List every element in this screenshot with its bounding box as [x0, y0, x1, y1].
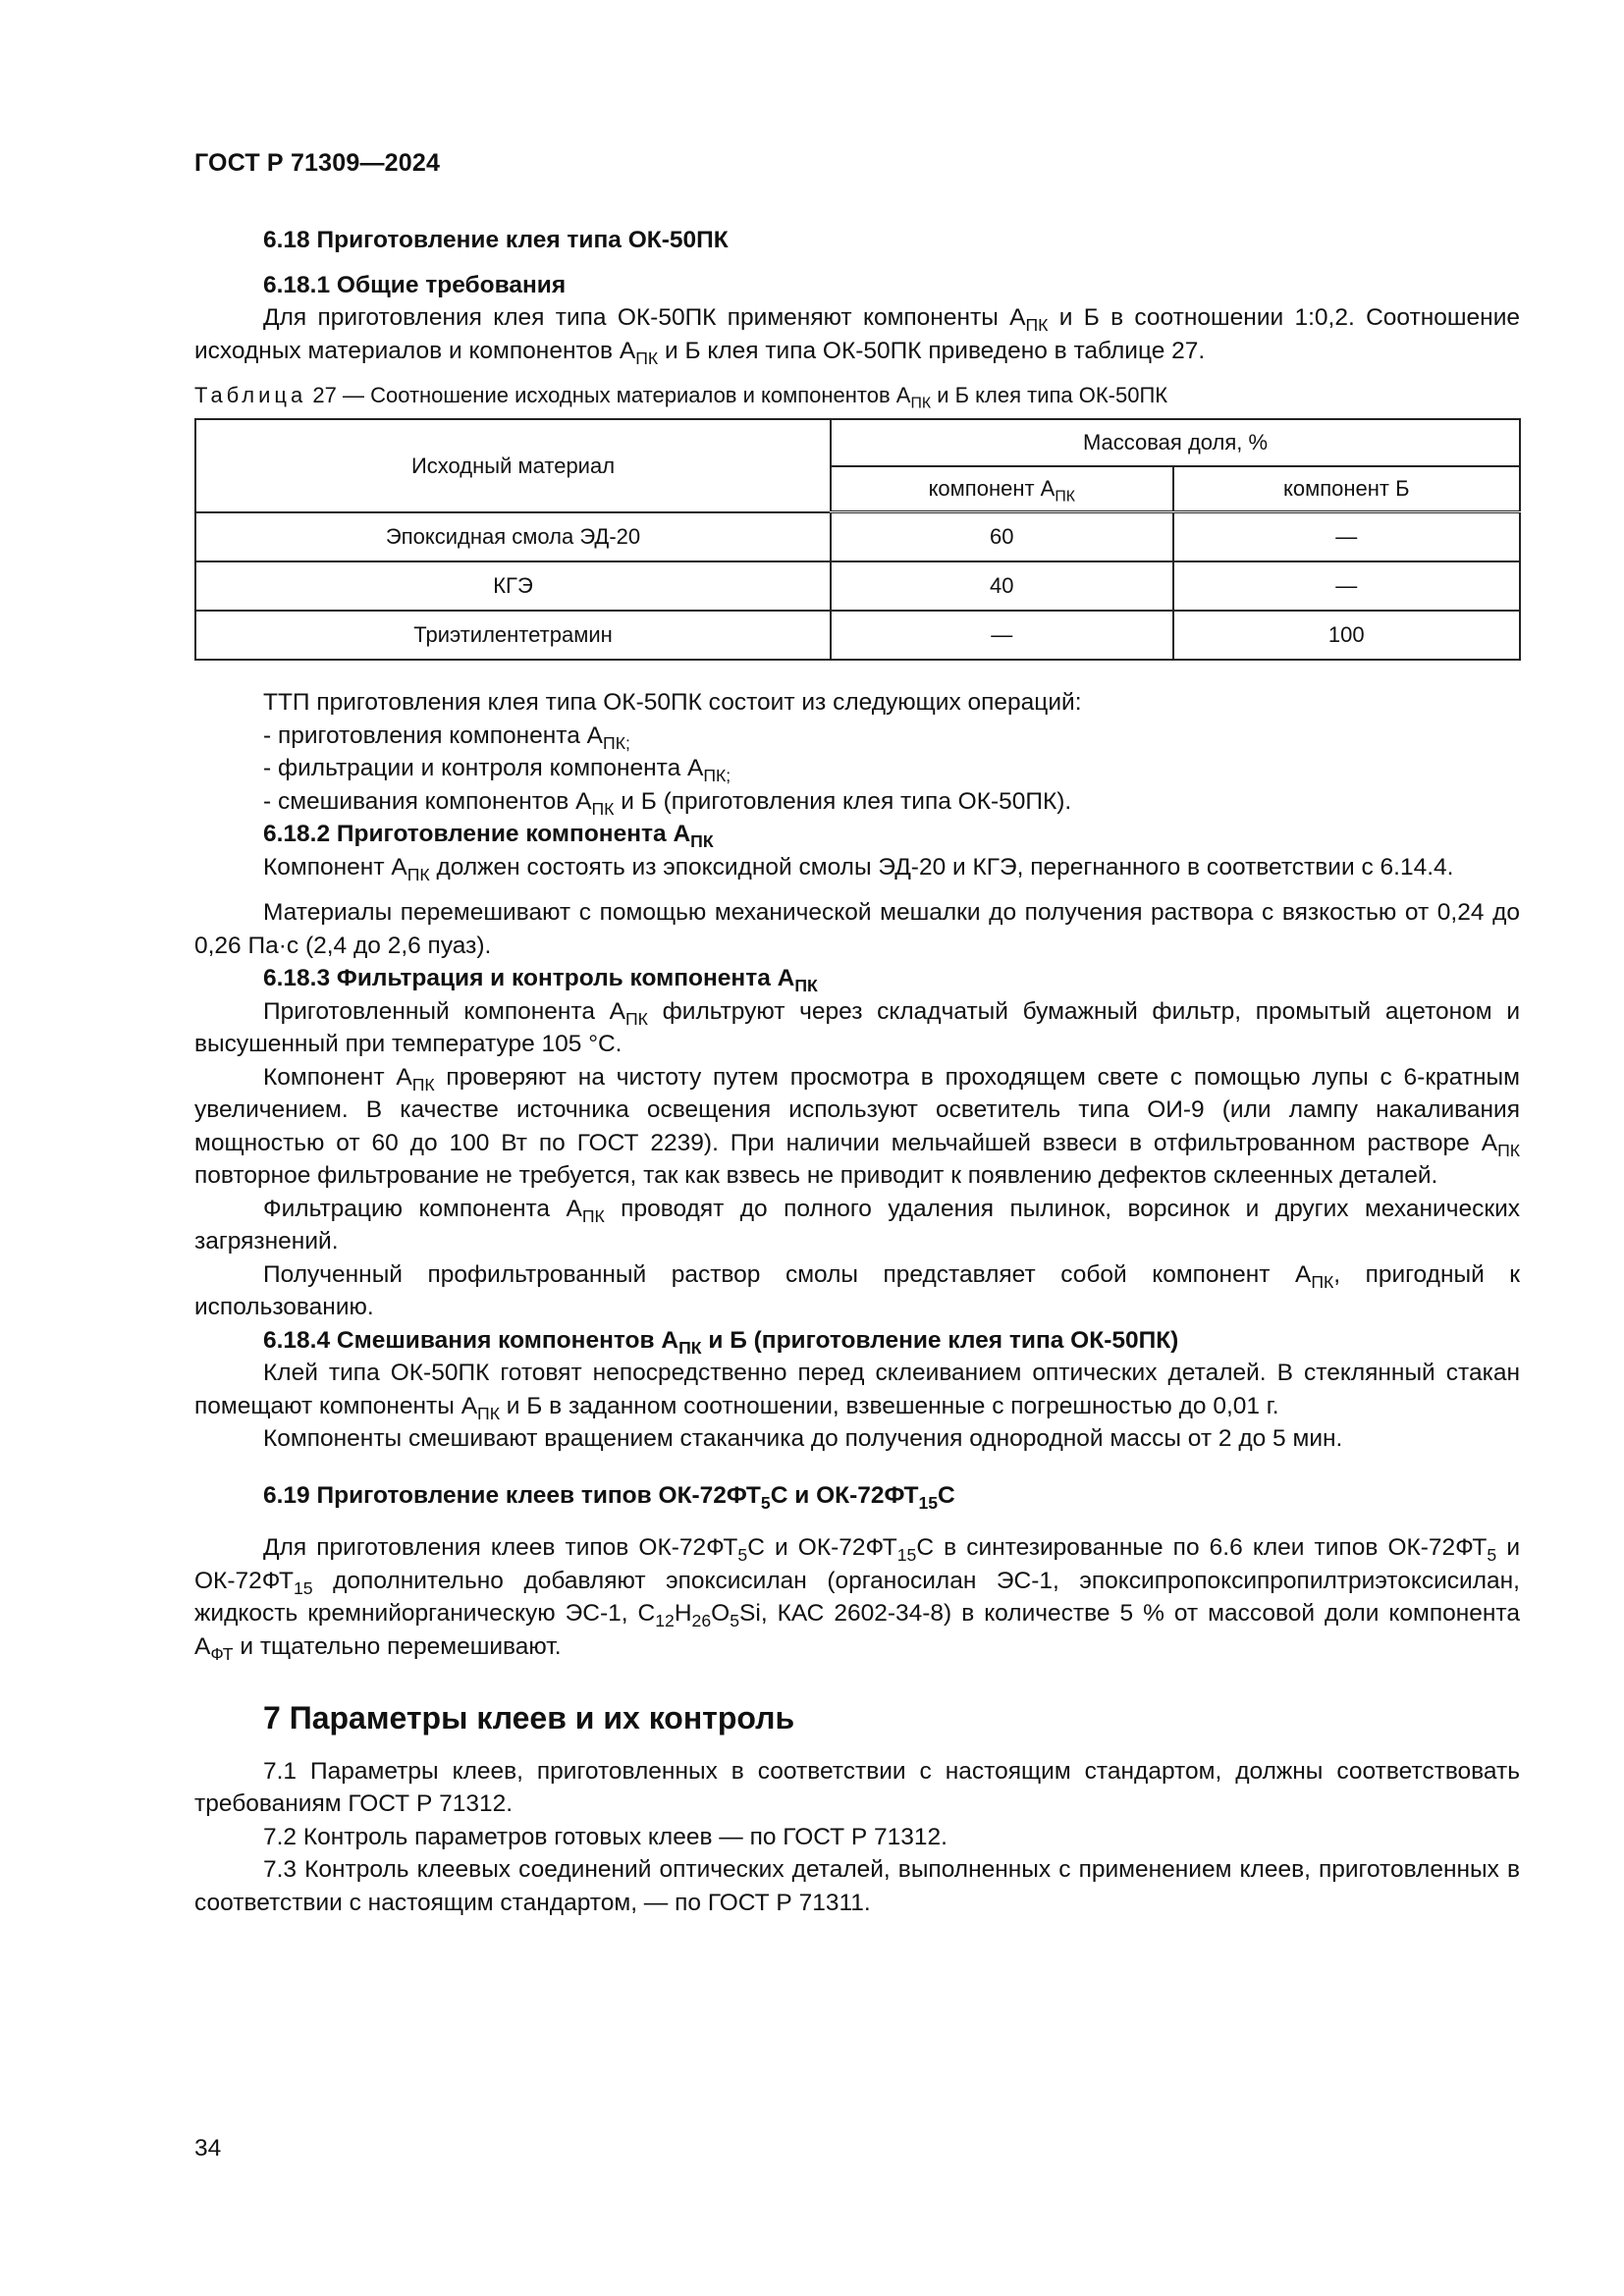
section-6-18-title: 6.18 Приготовление клея типа ОК-50ПК [263, 227, 729, 253]
paragraph-6-18-2-b: Материалы перемешивают с помощью механической мешалки до получения раствора с вязкостью от 0,24 до 0,26 Па·с (2,4 до 2,6 пуаз). [194, 899, 1520, 959]
table-cell-b: 100 [1173, 611, 1521, 660]
table-header-mass-fraction: Массовая доля, % [831, 419, 1520, 466]
table-row [195, 561, 1520, 611]
list-item: - фильтрации и контроля компонента $А_{ПК;}$ [263, 755, 731, 786]
paragraph-6-18-3-b: Компонент $А_{ПК}$ проверяют на чистоту путем просмотра в проходящем свете с помощью лупы с 6-кратным увеличением. В качестве источника освещения используют осветитель типа ОИ-9 (или лампу накаливания мощностью от 60 до 100 Вт по ГОСТ 2239). При наличии мельчайшей взвеси в отфильтрованном растворе $А_{ПК}$ повторное фильтрование не требуется, так как взвесь не приводит к появлению дефектов склеенных деталей. [194, 1063, 1520, 1189]
table-header-material: Исходный материал [195, 419, 831, 512]
table-cell-a: — [831, 611, 1172, 660]
table-cell-material: Триэтилентетрамин [195, 611, 831, 660]
table-27-caption: Таблица 27 — Соотношение исходных материалов и компонентов $А_{ПК}$ и Б клея типа ОК-50ПК [194, 383, 1168, 412]
table-cell-b: — [1173, 512, 1521, 562]
paragraph-6-19: Для приготовления клеев типов $ОК-72ФТ_5С$ и $ОК-72ФТ_{15}С$ в синтезированные по 6.6 клеи типов $ОК-72ФТ_5$ и $ОК-72ФТ_{15}$ дополнительно добавляют эпоксисилан (органосилан ЭС-1, эпоксипропоксипропилтриэтоксисилан, жидкость кремнийорганическую ЭС-1, $С_{12}Н_{26}О_5Si$, КАС 2602-34-8) в количестве 5 % от массовой доли компонента $А_{ФТ}$ и тщательно перемешивают. [194, 1534, 1521, 1664]
paragraph-6-18-4-a: Клей типа ОК-50ПК готовят непосредственно перед склеиванием оптических деталей. В стеклянный стакан помещают компоненты $А_{ПК}$ и Б в заданном соотношении, взвешенные с погрешностью до 0,01 г. [194, 1360, 1520, 1423]
paragraph-6-18-3-c: Фильтрацию компонента $А_{ПК}$ проводят до полного удаления пылинок, ворсинок и других механических загрязнений. [194, 1195, 1521, 1255]
paragraph-6-18-2-a: Компонент $А_{ПК}$ должен состоять из эпоксидной смолы ЭД-20 и КГЭ, перегнанного в соответствии с 6.14.4. [263, 853, 1454, 884]
section-6-19-title: 6.19 Приготовление клеев типов $ОК-72ФТ_5С$ и $ОК-72ФТ_{15}С$ [263, 1481, 955, 1513]
paragraph-7-1: 7.1 Параметры клеев, приготовленных в соответствии с настоящим стандартом, должны соответствовать требованиям ГОСТ Р 71312. [194, 1757, 1520, 1817]
document-header: ГОСТ Р 71309—2024 [194, 149, 441, 177]
paragraph-6-18-1: Для приготовления клея типа ОК-50ПК применяют компоненты $А_{ПК}$ и Б в соотношении 1:0,2. Соотношение исходных материалов и компонентов $А_{ПК}$ и Б клея типа ОК-50ПК приведено в таблице 27. [194, 304, 1521, 368]
table-row [195, 512, 1520, 562]
document-body [194, 224, 1520, 1919]
list-item: - приготовления компонента $А_{ПК;}$ [263, 721, 630, 753]
section-6-18-2-title: 6.18.2 Приготовление компонента $А_{ПК}$ [263, 821, 714, 852]
table-cell-material: Эпоксидная смола ЭД-20 [195, 512, 831, 562]
list-item: - смешивания компонентов $А_{ПК}$ и Б (приготовления клея типа ОК-50ПК). [263, 787, 1072, 819]
paragraph-7-2: 7.2 Контроль параметров готовых клеев — по ГОСТ Р 71312. [263, 1823, 947, 1850]
table-cell-a: 60 [831, 512, 1172, 562]
table-header-component-a: компонент $А_{ПК}$ [831, 466, 1172, 512]
section-6-18-1-title: 6.18.1 Общие требования [263, 271, 567, 298]
table-27 [194, 418, 1521, 661]
table-cell-a: 40 [831, 561, 1172, 611]
paragraph-6-18-3-a: Приготовленный компонента $А_{ПК}$ фильтруют через складчатый бумажный фильтр, промытый ацетоном и высушенный при температуре 105 °С. [194, 997, 1520, 1057]
table-cell-material: КГЭ [195, 561, 831, 611]
table-cell-b: — [1173, 561, 1521, 611]
section-6-18-3-title: 6.18.3 Фильтрация и контроль компонента $А_{ПК}$ [263, 965, 818, 996]
table-row [195, 611, 1520, 660]
paragraph-6-18-3-d: Полученный профильтрованный раствор смолы представляет собой компонент $А_{ПК}$, пригодный к использованию. [194, 1260, 1520, 1320]
ttp-intro: ТТП приготовления клея типа ОК-50ПК состоит из следующих операций: [263, 689, 1082, 716]
page-number: 34 [194, 2135, 222, 2162]
paragraph-6-18-4-b: Компоненты смешивают вращением стаканчика до получения однородной массы от 2 до 5 мин. [263, 1425, 1343, 1452]
paragraph-7-3: 7.3 Контроль клеевых соединений оптических деталей, выполненных с применением клеев, приготовленных в соответствии с настоящим стандартом, — по ГОСТ Р 71311. [194, 1856, 1520, 1916]
section-6-18-4-title: 6.18.4 Смешивания компонентов $А_{ПК}$ и Б (приготовление клея типа ОК-50ПК) [263, 1326, 1179, 1358]
section-7-title: 7 Параметры клеев и их контроль [263, 1700, 795, 1735]
table-header-component-b: компонент Б [1173, 466, 1521, 512]
